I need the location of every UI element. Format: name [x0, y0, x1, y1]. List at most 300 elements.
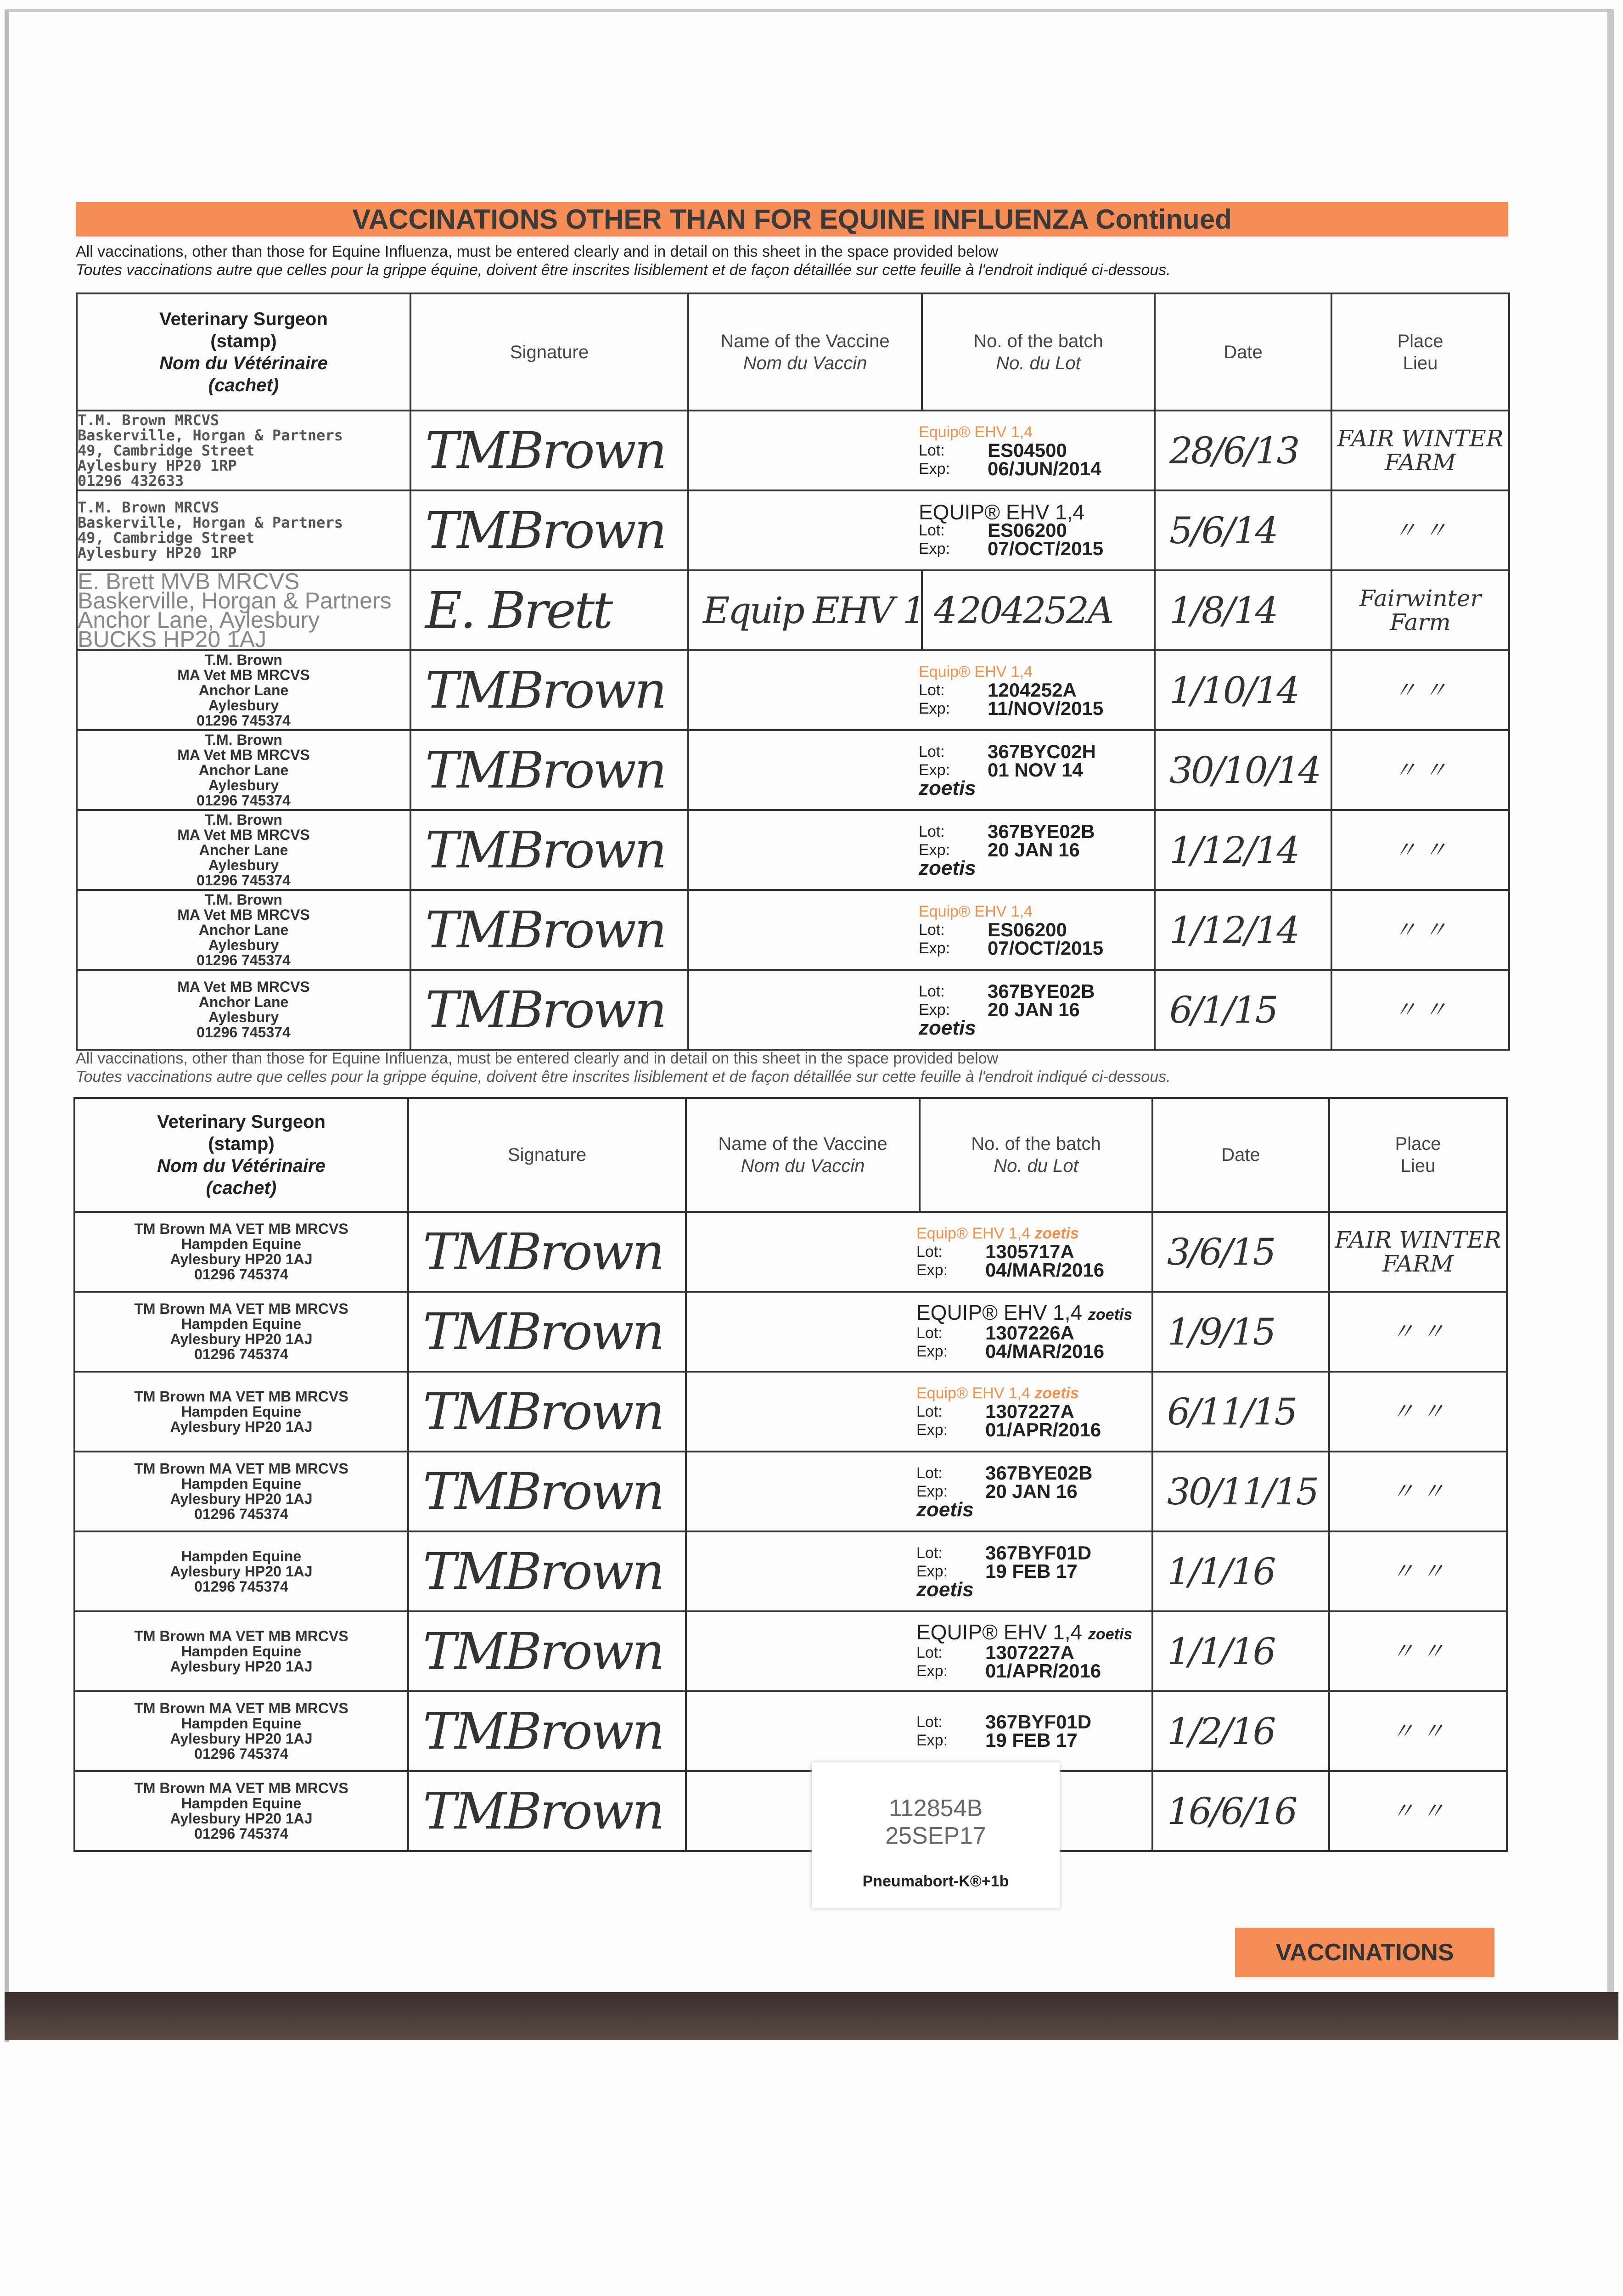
signature: TMBrown	[410, 411, 688, 490]
exp-row	[919, 460, 1154, 478]
vaccine-brand-name: EQUIP® EHV 1,4	[916, 1300, 1083, 1324]
exp-row	[919, 939, 1154, 957]
exp-label: Exp:	[916, 1342, 948, 1360]
header-date: Date	[1152, 1098, 1329, 1212]
lot-row	[919, 681, 1154, 699]
stamp-line: 49, Cambridge Street	[78, 529, 255, 546]
stamp-line: Aylesbury	[208, 697, 279, 714]
exp-row	[919, 841, 1154, 859]
header-place-fr: Lieu	[1403, 353, 1438, 373]
table-row	[74, 1691, 1507, 1771]
signature: TMBrown	[410, 730, 688, 810]
maker-logo: zoetis	[916, 1498, 974, 1521]
exp-row	[919, 540, 1154, 558]
place: 〃 〃	[1329, 1372, 1507, 1452]
lot-row	[916, 1544, 1151, 1562]
vaccine-brand-name: Equip® EHV 1,4	[916, 1225, 1031, 1242]
place: 〃 〃	[1331, 730, 1509, 810]
table-row	[77, 970, 1509, 1050]
signature: TMBrown	[410, 890, 688, 970]
exp-label: Exp:	[916, 1421, 948, 1439]
table-row	[77, 890, 1509, 970]
maker-logo: zoetis	[1034, 1384, 1079, 1402]
place: 〃 〃	[1329, 1452, 1507, 1531]
header-place	[1329, 1098, 1507, 1212]
batch-label	[907, 1384, 1151, 1439]
vet-stamp	[74, 1691, 408, 1771]
header-date: Date	[1155, 293, 1331, 411]
exp-row	[916, 1562, 1151, 1581]
lot-value: 367BYE02B	[988, 821, 1095, 842]
place: 〃 〃	[1329, 1292, 1507, 1372]
exp-value: 20 JAN 16	[988, 839, 1080, 861]
vaccinations-tab[interactable]: VACCINATIONS	[1235, 1928, 1494, 1977]
header-signature: Signature	[410, 293, 688, 411]
exp-value: 01/APR/2016	[985, 1419, 1101, 1441]
header-row	[74, 1098, 1507, 1212]
lot-label: Lot:	[916, 1544, 943, 1562]
vet-stamp	[77, 650, 410, 730]
table-row	[77, 490, 1509, 570]
exp-row	[919, 699, 1154, 718]
place: 〃 〃	[1329, 1531, 1507, 1611]
exp-value: 07/OCT/2015	[988, 937, 1104, 959]
exp-label: Exp:	[919, 1001, 950, 1019]
vaccination-date: 3/6/15	[1152, 1212, 1329, 1292]
exp-label: Exp:	[919, 841, 950, 859]
table-row	[74, 1212, 1507, 1292]
exp-value: 11/NOV/2015	[988, 698, 1104, 719]
exp-row	[916, 1342, 1151, 1361]
stamp-line: Aylesbury HP20 1RP	[78, 456, 237, 474]
stamp-line: Anchor Lane	[198, 761, 289, 778]
batch-label-cell	[688, 730, 1155, 810]
stamp-line: Aylesbury	[208, 936, 279, 953]
vaccination-date: 1/9/15	[1152, 1292, 1329, 1372]
lot-label: Lot:	[916, 1403, 943, 1420]
lot-row	[916, 1324, 1151, 1342]
header-vet-en: Veterinary Surgeon	[157, 1112, 326, 1132]
header-row	[77, 293, 1509, 411]
lot-label: Lot:	[916, 1643, 943, 1661]
table-row	[74, 1292, 1507, 1372]
instructions-repeat	[76, 1049, 1171, 1086]
place: 〃 〃	[1331, 490, 1509, 570]
stamp-line: Hampden Equine	[181, 1643, 302, 1660]
booklet-cover	[5, 1992, 1618, 2040]
lot-value: 367BYC02H	[988, 741, 1096, 762]
exp-value: 19 FEB 17	[985, 1729, 1078, 1751]
stamp-line: TM Brown MA VET MB MRCVS	[134, 1221, 348, 1237]
batch-label	[907, 1464, 1151, 1519]
stamp-line: 01296 432633	[78, 472, 184, 490]
vaccine-brand	[919, 423, 1154, 441]
stamp-line: 01296 745374	[194, 1506, 288, 1522]
section-title: VACCINATIONS OTHER THAN FOR EQUINE INFLUENZA Continued	[76, 202, 1508, 236]
lot-label: Lot:	[919, 823, 945, 840]
header-vet	[77, 293, 410, 411]
batch-label-cell	[688, 490, 1155, 570]
batch-label	[907, 1544, 1151, 1599]
stamp-line: Baskerville, Horgan & Partners	[78, 514, 343, 531]
lot-row	[916, 1643, 1151, 1662]
vaccination-date: 16/6/16	[1152, 1771, 1329, 1851]
pneumabort-lot: 112854B	[888, 1795, 983, 1822]
place: 〃 〃	[1331, 970, 1509, 1050]
vaccination-date: 1/2/16	[1152, 1691, 1329, 1771]
lot-label: Lot:	[916, 1243, 943, 1261]
header-batch	[920, 1098, 1152, 1212]
stamp-line: Aylesbury HP20 1AJ	[170, 1491, 313, 1507]
batch-number: 1204252A	[922, 570, 1155, 650]
lot-label: Lot:	[919, 681, 945, 699]
lot-row	[919, 822, 1154, 841]
table-row	[77, 650, 1509, 730]
lot-value: 1307227A	[985, 1401, 1074, 1422]
exp-label: Exp:	[916, 1662, 948, 1680]
stamp-line: 01296 745374	[194, 1745, 288, 1762]
table-row	[74, 1611, 1507, 1691]
lot-value: 1204252A	[988, 679, 1077, 701]
stamp-line: Hampden Equine	[181, 1475, 302, 1492]
header-place-fr: Lieu	[1400, 1156, 1436, 1176]
header-vaccine-en: Name of the Vaccine	[718, 1134, 887, 1154]
vet-stamp	[77, 970, 410, 1050]
lot-value: ES06200	[988, 519, 1067, 541]
lot-row	[919, 441, 1154, 460]
stamp-line: Aylesbury HP20 1AJ	[170, 1563, 313, 1580]
vaccine-brand-name: EQUIP® EHV 1,4	[916, 1620, 1083, 1644]
exp-label: Exp:	[919, 761, 950, 779]
lot-value: 1307226A	[985, 1322, 1074, 1344]
exp-row	[916, 1482, 1151, 1501]
vaccine-name: Equip EHV 1 4	[688, 570, 922, 650]
exp-label: Exp:	[919, 460, 950, 478]
vet-stamp	[77, 490, 410, 570]
header-vaccine	[688, 293, 922, 411]
header-place-en: Place	[1395, 1134, 1441, 1154]
stamp-line: Aylesbury HP20 1AJ	[170, 1730, 313, 1747]
batch-label	[910, 423, 1154, 478]
stamp-line: T.M. Brown MRCVS	[78, 499, 219, 516]
vaccination-date: 1/8/14	[1155, 570, 1331, 650]
signature: TMBrown	[408, 1372, 686, 1452]
exp-value: 06/JUN/2014	[988, 458, 1101, 479]
stamp-line: T.M. Brown	[205, 811, 282, 828]
signature: TMBrown	[408, 1771, 686, 1851]
vaccination-date: 30/11/15	[1152, 1452, 1329, 1531]
stamp-line: MA Vet MB MRCVS	[177, 979, 310, 995]
lot-label: Lot:	[916, 1713, 943, 1731]
header-signature: Signature	[408, 1098, 686, 1212]
stamp-line: E. Brett MVB MRCVS	[78, 568, 300, 594]
vaccine-brand-name: Equip® EHV 1,4	[919, 423, 1033, 441]
signature: TMBrown	[408, 1452, 686, 1531]
stamp-line: Anchor Lane, Aylesbury	[78, 607, 320, 633]
stamp-line: Aylesbury	[208, 777, 279, 793]
stamp-line: Ancher Lane	[199, 841, 288, 858]
stamp-line: 01296 745374	[197, 1024, 291, 1041]
exp-value: 04/MAR/2016	[985, 1259, 1105, 1281]
stamp-line: Aylesbury HP20 1AJ	[170, 1251, 313, 1267]
table-row	[77, 810, 1509, 890]
header-vet-en2: (stamp)	[208, 1134, 275, 1154]
vaccination-date: 6/1/15	[1155, 970, 1331, 1050]
maker-logo: zoetis	[919, 1017, 976, 1039]
vaccination-date: 1/12/14	[1155, 890, 1331, 970]
exp-value: 07/OCT/2015	[988, 538, 1104, 559]
table-row	[77, 570, 1509, 650]
vet-stamp	[77, 570, 410, 650]
vaccine-brand	[919, 902, 1154, 921]
maker-logo: zoetis	[1088, 1625, 1133, 1643]
place: FAIR WINTER FARM	[1329, 1212, 1507, 1292]
signature: TMBrown	[410, 490, 688, 570]
header-vet-fr2: (cachet)	[208, 375, 279, 395]
lot-label: Lot:	[919, 442, 945, 459]
signature: TMBrown	[408, 1531, 686, 1611]
lot-row	[919, 743, 1154, 761]
batch-label-cell	[688, 650, 1155, 730]
vet-stamp	[74, 1372, 408, 1452]
lot-label: Lot:	[916, 1464, 943, 1482]
lot-label: Lot:	[919, 743, 945, 760]
signature: E. Brett	[410, 570, 688, 650]
header-batch-fr: No. du Lot	[994, 1156, 1078, 1176]
batch-label	[907, 1300, 1151, 1362]
instructions-en: All vaccinations, other than those for Equine Influenza, must be entered clearly and in detail on this sheet in the space provided below	[76, 243, 999, 260]
exp-label: Exp:	[916, 1732, 948, 1749]
lot-value: ES04500	[988, 439, 1067, 461]
stamp-line: TM Brown MA VET MB MRCVS	[134, 1627, 348, 1644]
lot-row	[916, 1464, 1151, 1482]
batch-label	[907, 1224, 1151, 1279]
batch-label	[910, 982, 1154, 1037]
exp-row	[916, 1731, 1151, 1750]
lot-label: Lot:	[919, 921, 945, 939]
lot-label: Lot:	[916, 1324, 943, 1342]
header-vaccine-fr: Nom du Vaccin	[743, 353, 867, 373]
stamp-line: TM Brown MA VET MB MRCVS	[134, 1300, 348, 1317]
vet-stamp	[74, 1771, 408, 1851]
lot-value: 1305717A	[985, 1241, 1074, 1262]
stamp-line: 01296 745374	[194, 1578, 288, 1595]
maker-logo: zoetis	[916, 1578, 974, 1601]
instructions	[76, 242, 1171, 279]
exp-row	[916, 1662, 1151, 1680]
vaccination-table-2	[73, 1097, 1508, 1852]
pneumabort-exp: 25SEP17	[885, 1823, 986, 1849]
place: 〃 〃	[1331, 650, 1509, 730]
stamp-line: Aylesbury	[208, 856, 279, 873]
stamp-line: Aylesbury HP20 1AJ	[170, 1810, 313, 1827]
lot-label: Lot:	[919, 522, 945, 539]
vet-stamp	[77, 890, 410, 970]
vaccine-brand-name: EQUIP® EHV 1,4	[919, 500, 1085, 524]
lot-value: 367BYE02B	[985, 1462, 1093, 1484]
place: FAIR WINTER FARM	[1331, 411, 1509, 490]
batch-label-cell	[686, 1691, 1152, 1771]
table-row	[77, 730, 1509, 810]
lot-row	[916, 1713, 1151, 1731]
vaccine-brand	[919, 663, 1154, 681]
stamp-line: 01296 745374	[197, 872, 291, 889]
stamp-line: MA Vet MB MRCVS	[177, 826, 310, 843]
vaccination-date: 1/10/14	[1155, 650, 1331, 730]
place: 〃 〃	[1329, 1691, 1507, 1771]
stamp-line: 01296 745374	[197, 792, 291, 809]
vaccine-brand-name: Equip® EHV 1,4	[916, 1384, 1031, 1402]
batch-label	[910, 500, 1154, 559]
batch-label-cell	[686, 1531, 1152, 1611]
exp-label: Exp:	[919, 940, 950, 957]
lot-row	[919, 921, 1154, 939]
vaccination-date: 1/12/14	[1155, 810, 1331, 890]
pneumabort-batch-label	[812, 1762, 1060, 1908]
vaccination-table-1	[76, 293, 1510, 1051]
exp-row	[916, 1421, 1151, 1439]
signature: TMBrown	[410, 970, 688, 1050]
vaccine-brand	[916, 1620, 1151, 1644]
vaccine-brand	[919, 500, 1154, 524]
batch-label-cell	[688, 411, 1155, 490]
exp-value: 19 FEB 17	[985, 1560, 1078, 1582]
signature: TMBrown	[410, 810, 688, 890]
lot-row	[919, 982, 1154, 1001]
batch-label-cell	[686, 1212, 1152, 1292]
vaccination-date: 1/1/16	[1152, 1611, 1329, 1691]
header-place	[1331, 293, 1509, 411]
maker-logo: zoetis	[1034, 1225, 1079, 1242]
vet-stamp	[74, 1452, 408, 1531]
vet-stamp	[74, 1611, 408, 1691]
header-vet-en: Veterinary Surgeon	[159, 309, 328, 329]
lot-row	[919, 521, 1154, 540]
stamp-line: MA Vet MB MRCVS	[177, 746, 310, 763]
batch-label	[910, 822, 1154, 878]
vaccination-date: 1/1/16	[1152, 1531, 1329, 1611]
exp-value: 20 JAN 16	[988, 999, 1080, 1020]
batch-label	[910, 902, 1154, 957]
place: Fairwinter Farm	[1331, 570, 1509, 650]
lot-value: 1307227A	[985, 1641, 1074, 1663]
batch-label	[907, 1713, 1151, 1750]
exp-row	[919, 1001, 1154, 1019]
stamp-line: Hampden Equine	[181, 1316, 302, 1332]
page-right-edge	[1607, 9, 1614, 2039]
vaccine-brand	[916, 1384, 1151, 1402]
vaccine-brand-name: Equip® EHV 1,4	[919, 663, 1033, 681]
stamp-line: 01296 745374	[197, 951, 291, 968]
stamp-line: BUCKS HP20 1AJ	[78, 626, 267, 652]
instructions-fr: Toutes vaccinations autre que celles pour la grippe équine, doivent être inscrites lisiblement et de façon détaillée sur cette feuille à l'endroit indiqué ci-dessous.	[76, 1068, 1171, 1086]
vet-stamp	[77, 411, 410, 490]
stamp-line: 01296 745374	[194, 1825, 288, 1842]
exp-label: Exp:	[919, 700, 950, 717]
lot-row	[916, 1402, 1151, 1421]
instructions-fr: Toutes vaccinations autre que celles pour la grippe équine, doivent être inscrites lisiblement et de façon détaillée sur cette feuille à l'endroit indiqué ci-dessous.	[76, 261, 1171, 279]
stamp-line: Aylesbury	[208, 1009, 279, 1025]
header-place-en: Place	[1397, 331, 1443, 351]
table-row	[77, 411, 1509, 490]
vaccine-brand	[916, 1300, 1151, 1324]
place: 〃 〃	[1329, 1771, 1507, 1851]
stamp-line: Hampden Equine	[181, 1548, 302, 1564]
stamp-line: MA Vet MB MRCVS	[177, 666, 310, 683]
stamp-line: TM Brown MA VET MB MRCVS	[134, 1700, 348, 1716]
vaccination-date: 28/6/13	[1155, 411, 1331, 490]
header-vaccine-en: Name of the Vaccine	[720, 331, 890, 351]
exp-label: Exp:	[916, 1261, 948, 1279]
header-batch-en: No. of the batch	[971, 1134, 1101, 1154]
batch-label-cell	[686, 1292, 1152, 1372]
batch-label-cell	[688, 890, 1155, 970]
instructions-en: All vaccinations, other than those for Equine Influenza, must be entered clearly and in detail on this sheet in the space provided below	[76, 1050, 999, 1067]
place: 〃 〃	[1331, 890, 1509, 970]
exp-label: Exp:	[916, 1563, 948, 1580]
lot-value: ES06200	[988, 919, 1067, 940]
batch-label-cell	[686, 1452, 1152, 1531]
stamp-line: T.M. Brown	[205, 891, 282, 908]
stamp-line: Hampden Equine	[181, 1403, 302, 1420]
maker-logo: zoetis	[1088, 1306, 1133, 1323]
signature: TMBrown	[408, 1691, 686, 1771]
signature: TMBrown	[408, 1212, 686, 1292]
exp-row	[919, 761, 1154, 779]
lot-value: 367BYF01D	[985, 1542, 1092, 1564]
stamp-line: T.M. Brown	[205, 651, 282, 668]
batch-label	[907, 1620, 1151, 1682]
vaccine-brand	[916, 1224, 1151, 1243]
vaccination-date: 30/10/14	[1155, 730, 1331, 810]
stamp-line: 49, Cambridge Street	[78, 441, 255, 459]
header-vaccine-fr: Nom du Vaccin	[741, 1156, 865, 1176]
header-batch	[922, 293, 1155, 411]
batch-label-cell	[686, 1372, 1152, 1452]
stamp-line: Aylesbury HP20 1AJ	[170, 1331, 313, 1347]
stamp-line: TM Brown MA VET MB MRCVS	[134, 1780, 348, 1796]
maker-logo: zoetis	[919, 777, 976, 799]
table-row	[74, 1771, 1507, 1851]
vet-stamp	[77, 810, 410, 890]
stamp-line: Baskerville, Horgan & Partners	[78, 426, 343, 444]
stamp-line: Anchor Lane	[198, 681, 289, 698]
stamp-line: TM Brown MA VET MB MRCVS	[134, 1460, 348, 1477]
stamp-line: Aylesbury HP20 1AJ	[170, 1418, 313, 1435]
vaccination-date: 5/6/14	[1155, 490, 1331, 570]
lot-value: 367BYF01D	[985, 1711, 1092, 1733]
batch-label	[910, 743, 1154, 798]
batch-label-cell	[686, 1611, 1152, 1691]
exp-label: Exp:	[919, 540, 950, 557]
exp-value: 01/APR/2016	[985, 1660, 1101, 1682]
exp-value: 04/MAR/2016	[985, 1340, 1105, 1362]
table-row	[74, 1452, 1507, 1531]
stamp-line: 01296 745374	[194, 1266, 288, 1283]
header-batch-en: No. of the batch	[973, 331, 1103, 351]
header-vet-fr2: (cachet)	[206, 1178, 277, 1198]
stamp-line: Aylesbury HP20 1AJ	[170, 1658, 313, 1675]
lot-label: Lot:	[919, 983, 945, 1000]
header-vet-fr: Nom du Vétérinaire	[159, 353, 328, 373]
header-vet-fr: Nom du Vétérinaire	[157, 1156, 326, 1176]
signature: TMBrown	[408, 1611, 686, 1691]
stamp-line: TM Brown MA VET MB MRCVS	[134, 1388, 348, 1405]
signature: TMBrown	[408, 1292, 686, 1372]
stamp-line: Hampden Equine	[181, 1236, 302, 1252]
stamp-line: 01296 745374	[197, 712, 291, 729]
lot-value: 367BYE02B	[988, 980, 1095, 1002]
